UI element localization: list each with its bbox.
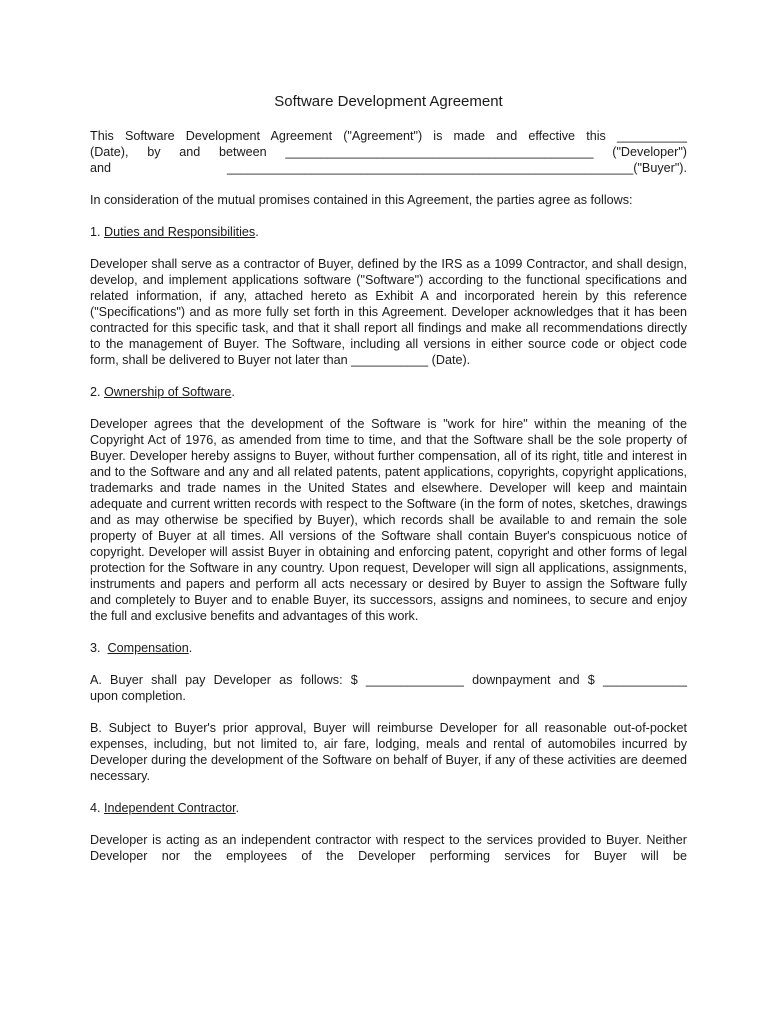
section-4-heading (90, 800, 687, 816)
section-1-period: . (255, 225, 259, 239)
section-2-body: Developer agrees that the development of the Software is "work for hire" within the meaning of the Copyright Act of 1976, as amended from time to time, and that the Software shall be the sole property of Buyer. Developer hereby assigns to Buyer, without further compensation, all of its right, title and interest in and to the Software and any and all related patents, patent applications, copyrights, copyright applications, trademarks and trade names in the United States and elsewhere. Developer will keep and maintain adequate and current written records with respect to the Software (in the form of notes, sketches, drawings and as may otherwise be specified by Buyer), which records shall be available to and remain the sole property of Buyer at all times. All versions of the Software shall contain Buyer's conspicuous notice of copyright. Developer will assist Buyer in obtaining and enforcing patent, copyright and other forms of legal protection for the Software in any country. Upon request, Developer will sign all applications, assignments, instruments and papers and perform all acts necessary or desired by Buyer to assign the Software fully and completely to Buyer and to enable Buyer, its successors, assigns and nominees, to secure and enjoy the full and exclusive benefits and advantages of this work. (90, 417, 687, 623)
section-1-body: Developer shall serve as a contractor of Buyer, defined by the IRS as a 1099 Contractor, and shall design, develop, and implement applications software ("Software") according to the functional specifications and related information, if any, attached hereto as Exhibit A and incorporated herein by this reference ("Specifications") and as more fully set forth in this Agreement. Developer acknowledges that it has been contracted for this specific task, and that it shall report all findings and make all recommendations directly to the management of Buyer. The Software, including all versions in either source code or object code form, shall be delivered to Buyer not later than ___________ (Date). (90, 257, 687, 367)
section-3-number: 3. (90, 641, 108, 655)
section-4-body: Developer is acting as an independent contractor with respect to the services provided to Buyer. Neither Developer nor the employees of the Developer performing services for Buyer will be (90, 833, 687, 863)
section-3-paragraph-a (90, 672, 687, 704)
intro-paragraph (90, 128, 687, 176)
section-3a-line-1: A. Buyer shall pay Developer as follows: $ ______________ downpayment and $ ____________ (90, 673, 687, 687)
section-1-number: 1. (90, 225, 105, 239)
section-4-title: Independent Contractor (104, 801, 236, 815)
section-2-heading (90, 384, 687, 400)
document-title: Software Development Agreement (274, 93, 503, 110)
section-1-heading (90, 224, 687, 240)
section-3-paragraph-b: B. Subject to Buyer's prior approval, Buyer will reimburse Developer for all reasonable out-of-pocket expenses, including, but not limited to, air fare, lodging, meals and rental of automobiles incurred by Developer during the development of the Software on behalf of Buyer, if any of these activities are deemed necessary. (90, 721, 687, 783)
section-3-heading (90, 640, 687, 656)
section-2-number: 2. (90, 385, 105, 399)
section-3-period: . (188, 641, 193, 655)
section-2-period: . (231, 385, 235, 399)
intro-line-3: and __________________________________________________________("Buyer"). (90, 161, 687, 175)
intro-line-1: This Software Development Agreement ("Agreement") is made and effective this __________ (90, 129, 687, 143)
section-4-period: . (235, 801, 240, 815)
section-3a-line-2: upon completion. (90, 689, 186, 703)
consideration-paragraph: In consideration of the mutual promises contained in this Agreement, the parties agree as follows: (90, 193, 633, 207)
section-2-title: Ownership of Software (104, 385, 232, 399)
section-3-title: Compensation (107, 641, 189, 655)
section-4-number: 4. (90, 801, 105, 815)
document-body (90, 92, 687, 880)
intro-line-2: (Date), by and between ____________________________________________ ("Developer") (90, 145, 687, 159)
section-1-title: Duties and Responsibilities (104, 225, 256, 239)
